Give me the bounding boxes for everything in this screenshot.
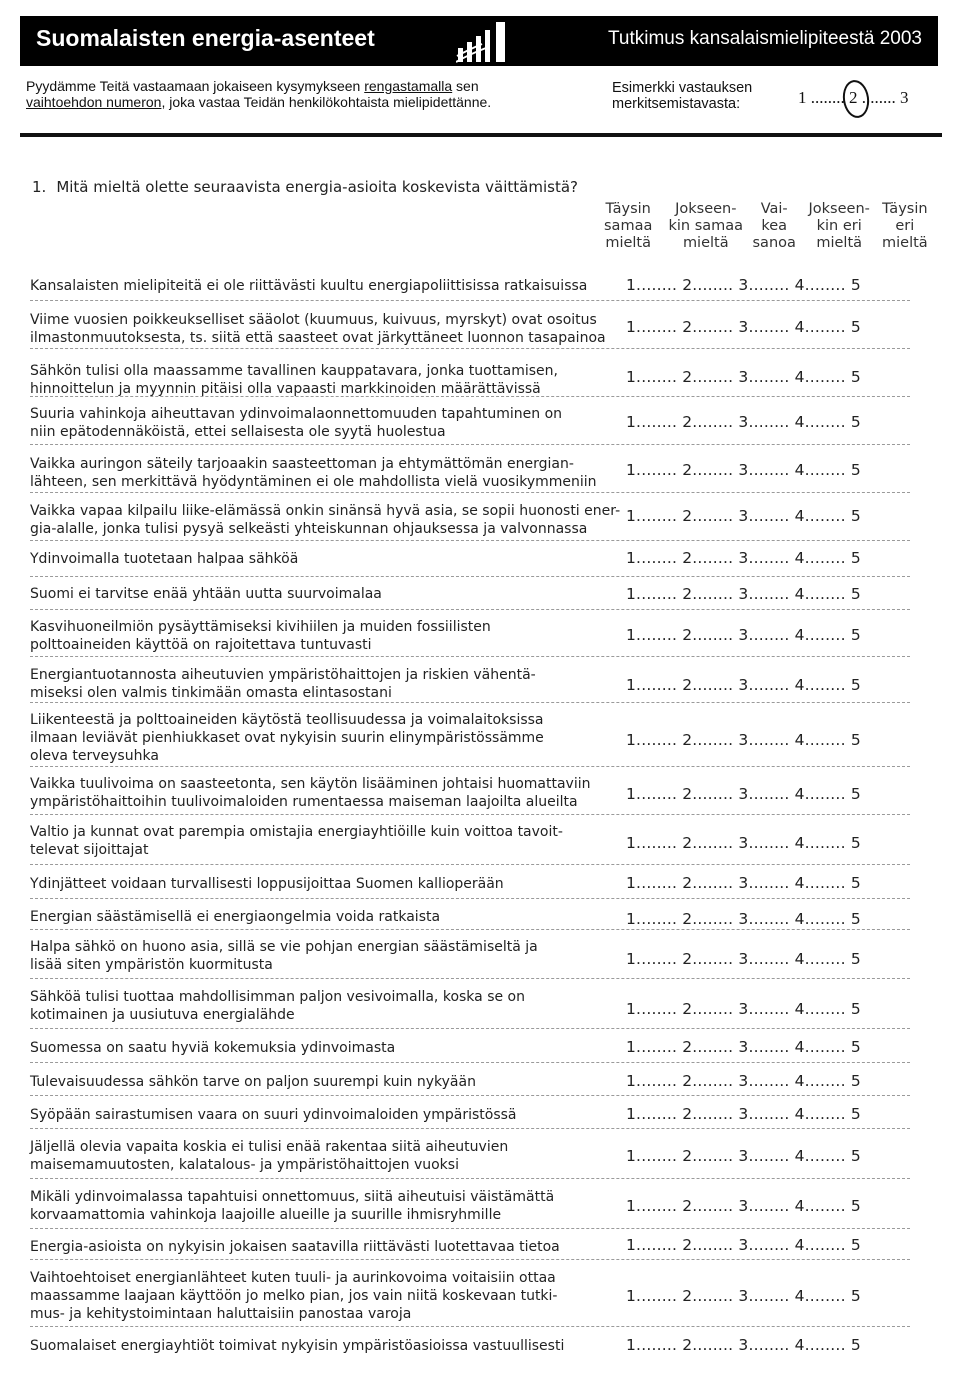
statement-text [30, 585, 382, 603]
response-scale[interactable]: 1........ 2........ 3........ 4........ 5 [626, 368, 861, 386]
response-scale[interactable]: 1........ 2........ 3........ 4........ 5 [626, 507, 861, 525]
response-scale[interactable]: 1........ 2........ 3........ 4........ 5 [626, 318, 861, 336]
statement-text [30, 1238, 560, 1256]
statement-line: Suomi ei tarvitse enää yhtään uutta suurvoimalaa [30, 586, 382, 602]
statement-text [30, 1269, 557, 1323]
response-scale[interactable]: 1........ 2........ 3........ 4........ 5 [626, 910, 861, 928]
row-divider [30, 348, 910, 349]
statement-line: Syöpään sairastumisen vaara on suuri ydinvoimaloiden ympäristössä [30, 1107, 517, 1123]
response-scale[interactable]: 1........ 2........ 3........ 4........ 5 [626, 1336, 861, 1354]
statement-text [30, 875, 504, 893]
statement-text [30, 988, 525, 1024]
statement-line: Suomessa on saatu hyviä kokemuksia ydinvoimasta [30, 1040, 396, 1056]
column-header-line: samaa [604, 218, 653, 234]
statement-line: Tulevaisuudessa sähkön tarve on paljon suurempi kuin nykyään [30, 1074, 476, 1090]
statement-text [30, 405, 562, 441]
statement-text [30, 455, 597, 491]
statement-line: hinnoittelun ja myynnin pitäisi olla vapaasti markkinoiden määrättävissä [30, 381, 541, 397]
row-divider [30, 444, 910, 445]
row-divider [30, 1062, 910, 1063]
example-option-1: 1 ........ [798, 88, 849, 107]
statement-line: Energian säästämisellä ei energiaongelmia voida ratkaista [30, 909, 441, 925]
statement-line: Vaihtoehtoiset energianlähteet kuten tuuli- ja aurinkovoima voitaisiin ottaa [30, 1270, 556, 1286]
statement-line: gia-alalle, jonka tulisi pysyä selkeästi yhteiskunnan ohjauksessa ja valvonnassa [30, 521, 588, 537]
row-divider [30, 1028, 910, 1029]
statement-text [30, 277, 587, 295]
statement-line: lähteen, sen merkittävä hyödyntäminen ei ole mahdollista vielä vuosikymmeniin [30, 474, 597, 490]
header-banner [20, 16, 938, 66]
row-divider [30, 1095, 910, 1096]
statement-line: Sähkön tulisi olla maassamme tavallinen kauppatavara, jonka tuottamisen, [30, 363, 558, 379]
statement-line: Vaikka tuulivoima on saasteetonta, sen käytön lisääminen johtaisi huomattaviin [30, 776, 591, 792]
response-scale[interactable]: 1........ 2........ 3........ 4........ 5 [626, 1105, 861, 1123]
statement-line: Liikenteestä ja polttoaineiden käytöstä teollisuudessa ja voimalaitoksissa [30, 712, 544, 728]
statement-line: lisää siten ympäristön kuormitusta [30, 957, 273, 973]
example-label [612, 80, 792, 112]
response-scale[interactable]: 1........ 2........ 3........ 4........ 5 [626, 1236, 861, 1254]
column-header-2 [669, 201, 744, 252]
column-header-line: kea [761, 218, 788, 234]
response-scale[interactable]: 1........ 2........ 3........ 4........ 5 [626, 731, 861, 749]
row-divider [30, 1259, 910, 1260]
statement-line: maisemamuutosten, kalatalous- ja ympäristöhaittojen vuoksi [30, 1157, 459, 1173]
response-scale[interactable]: 1........ 2........ 3........ 4........ 5 [626, 1147, 861, 1165]
statement-line: Vaikka vapaa kilpailu liike-elämässä onkin sinänsä hyvä asia, se sopii huonosti ener- [30, 503, 621, 519]
row-divider [30, 1228, 910, 1229]
statement-line: polttoaineiden käyttöä on rajoitettava tuntuvasti [30, 637, 372, 653]
row-divider [30, 864, 910, 865]
statement-text [30, 502, 620, 538]
statement-line: korvaamattomia vahinkoja laajoille alueille ja suurille ihmisryhmille [30, 1207, 502, 1223]
statement-line: oleva terveysuhka [30, 748, 159, 764]
statement-line: Ydinvoimalla tuotetaan halpaa sähköä [30, 551, 299, 567]
column-header-line: Täysin [605, 201, 651, 217]
column-header-line: eri [895, 218, 915, 234]
question-number: 1. [32, 178, 47, 196]
column-header-line: Vai- [760, 201, 788, 217]
row-divider [30, 1128, 910, 1129]
column-header-5 [882, 201, 928, 252]
response-scale[interactable]: 1........ 2........ 3........ 4........ 5 [626, 834, 861, 852]
response-scale[interactable]: 1........ 2........ 3........ 4........ 5 [626, 461, 861, 479]
instructions-emphasis: vaihtoehdon numeron [26, 94, 162, 110]
statement-line: kotimainen ja uusiutuva energialähde [30, 1007, 295, 1023]
column-header-line: Jokseen- [675, 201, 737, 217]
question-text: Mitä mieltä olette seuraavista energia-asioita koskevista väittämistä? [56, 178, 578, 196]
instructions-text: , joka vastaa Teidän henkilökohtaista mielipidettänne. [161, 94, 492, 110]
row-divider [30, 396, 910, 397]
instructions-line-2 [26, 94, 576, 110]
column-header-line: Jokseen- [808, 201, 870, 217]
response-scale[interactable]: 1........ 2........ 3........ 4........ 5 [626, 585, 861, 603]
statement-line: Valtio ja kunnat ovat parempia omistajia energiayhtiöille kuin voittoa tavoit- [30, 824, 563, 840]
response-scale[interactable]: 1........ 2........ 3........ 4........ 5 [626, 549, 861, 567]
statement-text [30, 908, 440, 926]
statement-line: ilmastonmuutoksesta, ts. siitä että saasteet ovat järkyttäneet luonnon tasapainoa [30, 330, 606, 346]
column-header-line: mieltä [605, 235, 652, 251]
statement-line: Kansalaisten mielipiteitä ei ole riittävästi kuultu energiapoliittisissa ratkaisuissa [30, 278, 588, 294]
statement-text [30, 1039, 395, 1057]
column-header-1 [604, 201, 652, 252]
response-scale[interactable]: 1........ 2........ 3........ 4........ 5 [626, 1072, 861, 1090]
statement-text [30, 362, 558, 398]
response-scale[interactable]: 1........ 2........ 3........ 4........ 5 [626, 1287, 861, 1305]
response-scale[interactable]: 1........ 2........ 3........ 4........ 5 [626, 626, 861, 644]
statement-line: Jäljellä olevia vapaita koskia ei tulisi enää rakentaa siitä aiheutuvien [30, 1139, 509, 1155]
row-divider [30, 492, 910, 493]
column-header-line: sanoa [752, 235, 796, 251]
statement-text [30, 618, 491, 654]
column-header-line: mieltä [816, 235, 863, 251]
statement-text [30, 1188, 554, 1224]
survey-title: Suomalaisten energia-asenteet [36, 25, 375, 51]
response-scale[interactable]: 1........ 2........ 3........ 4........ 5 [626, 413, 861, 431]
statement-line: ilmaan leviävät pienhiukkaset ovat nykyisin suurin elinympäristössämme [30, 730, 544, 746]
statement-text [30, 775, 590, 811]
statement-line: Vaikka auringon säteily tarjoaakin saasteettoman ja ehtymättömän energian- [30, 456, 574, 472]
statement-line: Sähköä tulisi tuottaa mahdollisimman paljon vesivoimalla, koska se on [30, 989, 525, 1005]
column-header-4 [809, 201, 870, 252]
statement-line: miseksi olen valmis tinkimään omasta elintasostani [30, 685, 392, 701]
response-scale[interactable]: 1........ 2........ 3........ 4........ 5 [626, 676, 861, 694]
response-scale[interactable]: 1........ 2........ 3........ 4........ 5 [626, 1038, 861, 1056]
statement-line: Mikäli ydinvoimalassa tapahtuisi onnettomuus, siitä aiheutuisi väistämättä [30, 1189, 555, 1205]
response-scale[interactable]: 1........ 2........ 3........ 4........ 5 [626, 276, 861, 294]
statement-text [30, 1337, 564, 1355]
column-header-line: mieltä [882, 235, 928, 251]
example-scale [798, 88, 909, 108]
statement-text [30, 823, 563, 859]
row-divider [30, 656, 910, 657]
statement-line: Halpa sähkö on huono asia, sillä se vie pohjan energian säästämiseltä ja [30, 939, 538, 955]
response-scale[interactable]: 1........ 2........ 3........ 4........ 5 [626, 1000, 861, 1018]
column-header-line: kin eri [816, 218, 862, 234]
example-option-2-circled: 2 [849, 88, 858, 107]
statement-line: Suuria vahinkoja aiheuttavan ydinvoimalaonnettomuuden tapahtuminen on [30, 406, 563, 422]
response-scale[interactable]: 1........ 2........ 3........ 4........ 5 [626, 950, 861, 968]
statement-text [30, 550, 298, 568]
column-header-line: mieltä [682, 235, 729, 251]
statement-text [30, 1106, 516, 1124]
statement-line: ympäristöhaittoihin tuulivoimaloiden rumentaessa maiseman laajoilta alueilta [30, 794, 578, 810]
instructions-text: sen [452, 78, 479, 94]
instructions-line-1 [26, 78, 576, 94]
row-divider [30, 814, 910, 815]
row-divider [30, 1326, 910, 1327]
example-label-line-1: Esimerkki vastauksen [612, 80, 753, 96]
row-divider [30, 898, 910, 899]
example-option-3: ........ 3 [857, 88, 909, 107]
statement-text [30, 711, 544, 765]
bar-chart-logo-icon [456, 18, 522, 68]
column-header-line: kin samaa [668, 218, 744, 234]
row-divider [30, 300, 910, 301]
row-divider [30, 929, 910, 930]
instructions-emphasis: rengastamalla [364, 78, 453, 94]
statement-text [30, 938, 538, 974]
response-scale[interactable]: 1........ 2........ 3........ 4........ 5 [626, 874, 861, 892]
statement-line: Energiantuotannosta aiheutuvien ympäristöhaittojen ja riskien vähentä- [30, 667, 536, 683]
statement-line: niin epätodennäköistä, ettei sellaisesta ole syytä huolestua [30, 424, 446, 440]
row-divider [30, 1178, 910, 1179]
response-scale[interactable]: 1........ 2........ 3........ 4........ 5 [626, 1197, 861, 1215]
row-divider [30, 766, 910, 767]
statement-text [30, 666, 536, 702]
row-divider [30, 540, 910, 541]
statement-line: Ydinjätteet voidaan turvallisesti loppusijoittaa Suomen kallioperään [30, 876, 504, 892]
column-header-3 [753, 201, 796, 252]
statement-line: Kasvihuoneilmiön pysäyttämiseksi kivihiilen ja muiden fossiilisten [30, 619, 491, 635]
example-label-line-2: merkitsemistavasta: [612, 96, 741, 112]
statement-line: Viime vuosien poikkeukselliset sääolot (kuumuus, kuivuus, myrskyt) ovat osoitus [30, 312, 597, 328]
row-divider [30, 576, 910, 577]
header-divider [20, 133, 942, 137]
statement-line: maassamme laajaan käyttöön jo melko pian, jos vain niitä koskevaan tutki- [30, 1288, 558, 1304]
statement-line: mus- ja kehitystoimintaan haluttaisiin panostaa varoja [30, 1306, 412, 1322]
survey-subtitle: Tutkimus kansalaismielipiteestä 2003 [607, 28, 922, 49]
row-divider [30, 978, 910, 979]
instructions-text: Pyydämme Teitä vastaamaan jokaiseen kysymykseen [26, 78, 365, 94]
response-scale[interactable]: 1........ 2........ 3........ 4........ 5 [626, 785, 861, 803]
statement-text [30, 1138, 508, 1174]
question-heading [32, 178, 578, 196]
row-divider [30, 702, 910, 703]
statement-line: Suomalaiset energiayhtiöt toimivat nykyisin ympäristöasioissa vastuullisesti [30, 1338, 565, 1354]
instructions [26, 78, 576, 110]
statement-line: Energia-asioista on nykyisin jokaisen saatavilla riittävästi luotettavaa tietoa [30, 1239, 560, 1255]
row-divider [30, 609, 910, 610]
statement-text [30, 311, 606, 347]
column-header-line: Täysin [882, 201, 928, 217]
statement-text [30, 1073, 476, 1091]
statement-line: televat sijoittajat [30, 842, 149, 858]
